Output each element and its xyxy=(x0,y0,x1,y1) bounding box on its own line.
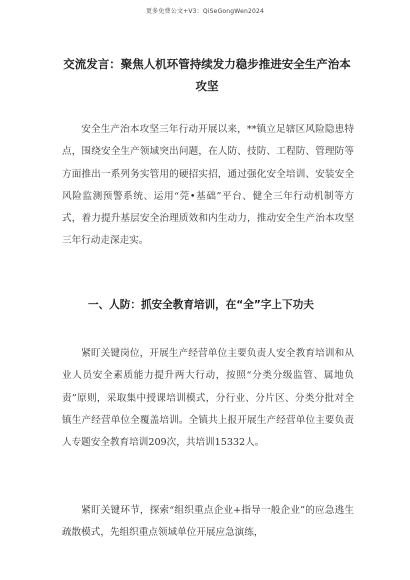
section-1-paragraph-2: 紧盯关键环节，探索“组织重点企业+指导一般企业”的应急逃生疏散模式，先组织重点领域单位开展应急演练， xyxy=(62,505,354,539)
header-watermark: 更多免费公文+V3：QiSeGongWen2024 xyxy=(145,8,265,15)
section-1-heading: 一、人防：抓安全教育培训，在“全”字上下功夫 xyxy=(88,299,314,311)
intro-paragraph: 安全生产治本攻坚三年行动开展以来，**镇立足辖区风险隐患特点，围绕安全生产领域突出问题，在人防、技防、工程防、管理防等方面推出一系列务实管用的硬招实招，通过强化安全培训、安装安全风险监测预警系统、运用“莞•基础”平台、健全三年行动机制等方式，着力提升基层安全治理质效和内生动力，推动安全生产治本攻坚三年行动走深走实。 xyxy=(62,124,354,247)
section-1-paragraph-1: 紧盯关键岗位，开展生产经营单位主要负责人安全教育培训和从业人员安全素质能力提升两大行动，按照“分类分级监管、属地负责”原则，采取集中授课培训模式，分行业、分片区、分类分批对全镇生产经营单位全覆盖培训。全镇共上报开展生产经营单位主要负责人专题安全教育培训209次，共培训15332人。 xyxy=(62,348,354,449)
document-title xyxy=(62,53,352,97)
document-title-line-2: 攻坚 xyxy=(195,79,219,93)
document-title-line-1: 交流发言：聚焦人机环管持续发力稳步推进安全生产治本 xyxy=(63,57,351,71)
